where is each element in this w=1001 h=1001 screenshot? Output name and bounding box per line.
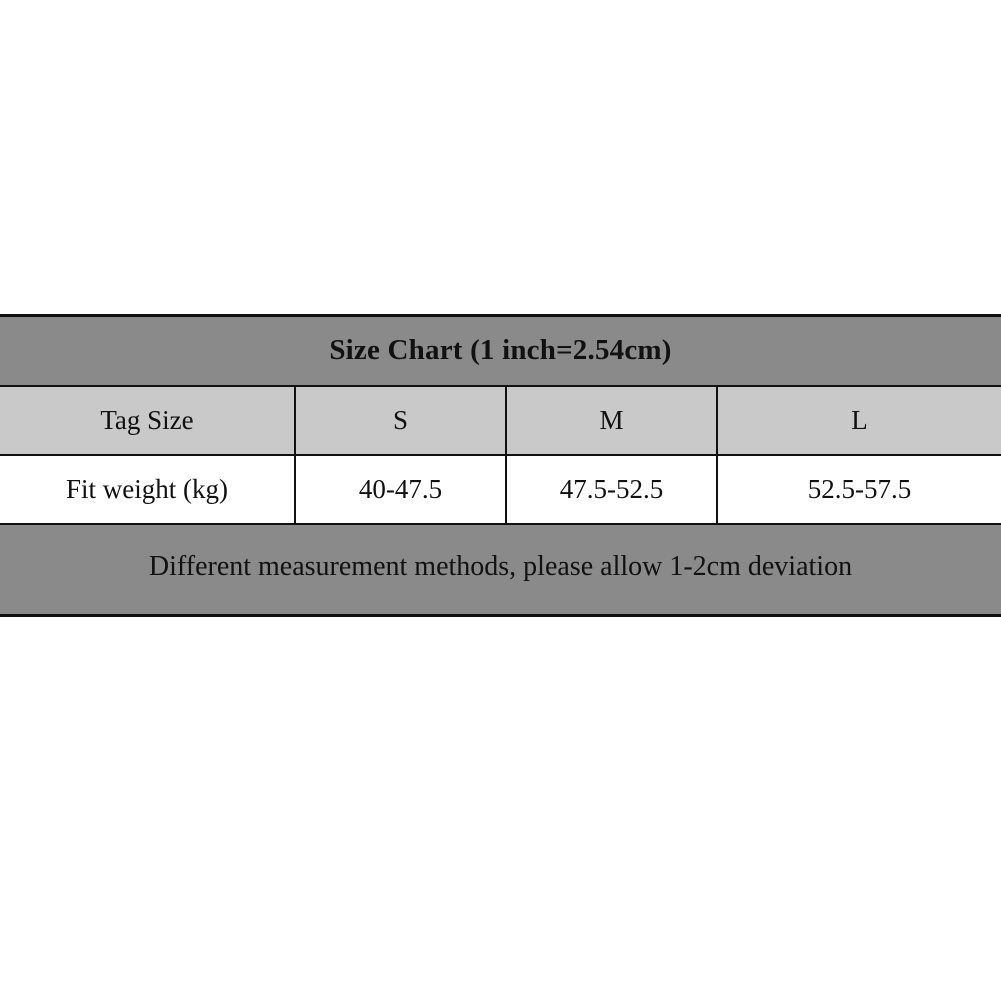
column-header-l: L [851,405,868,435]
size-chart-header-row [0,387,1001,456]
measurement-deviation-note: Different measurement methods, please allow 1-2cm deviation [148,551,853,582]
table-row [0,456,1001,525]
size-chart-note-row [0,525,1001,614]
size-chart-title-row [0,317,1001,387]
size-chart-table [0,314,1001,617]
column-header-s: S [296,387,507,454]
cell-fit-weight-l: 52.5-57.5 [807,474,912,504]
column-header-tag-size: Tag Size [0,387,296,454]
size-chart-title: Size Chart (1 inch=2.54cm) [329,334,672,366]
column-header-m: M [507,387,718,454]
cell-fit-weight-m: 47.5-52.5 [507,456,718,523]
row-label-fit-weight: Fit weight (kg) [0,456,296,523]
cell-fit-weight-s: 40-47.5 [296,456,507,523]
